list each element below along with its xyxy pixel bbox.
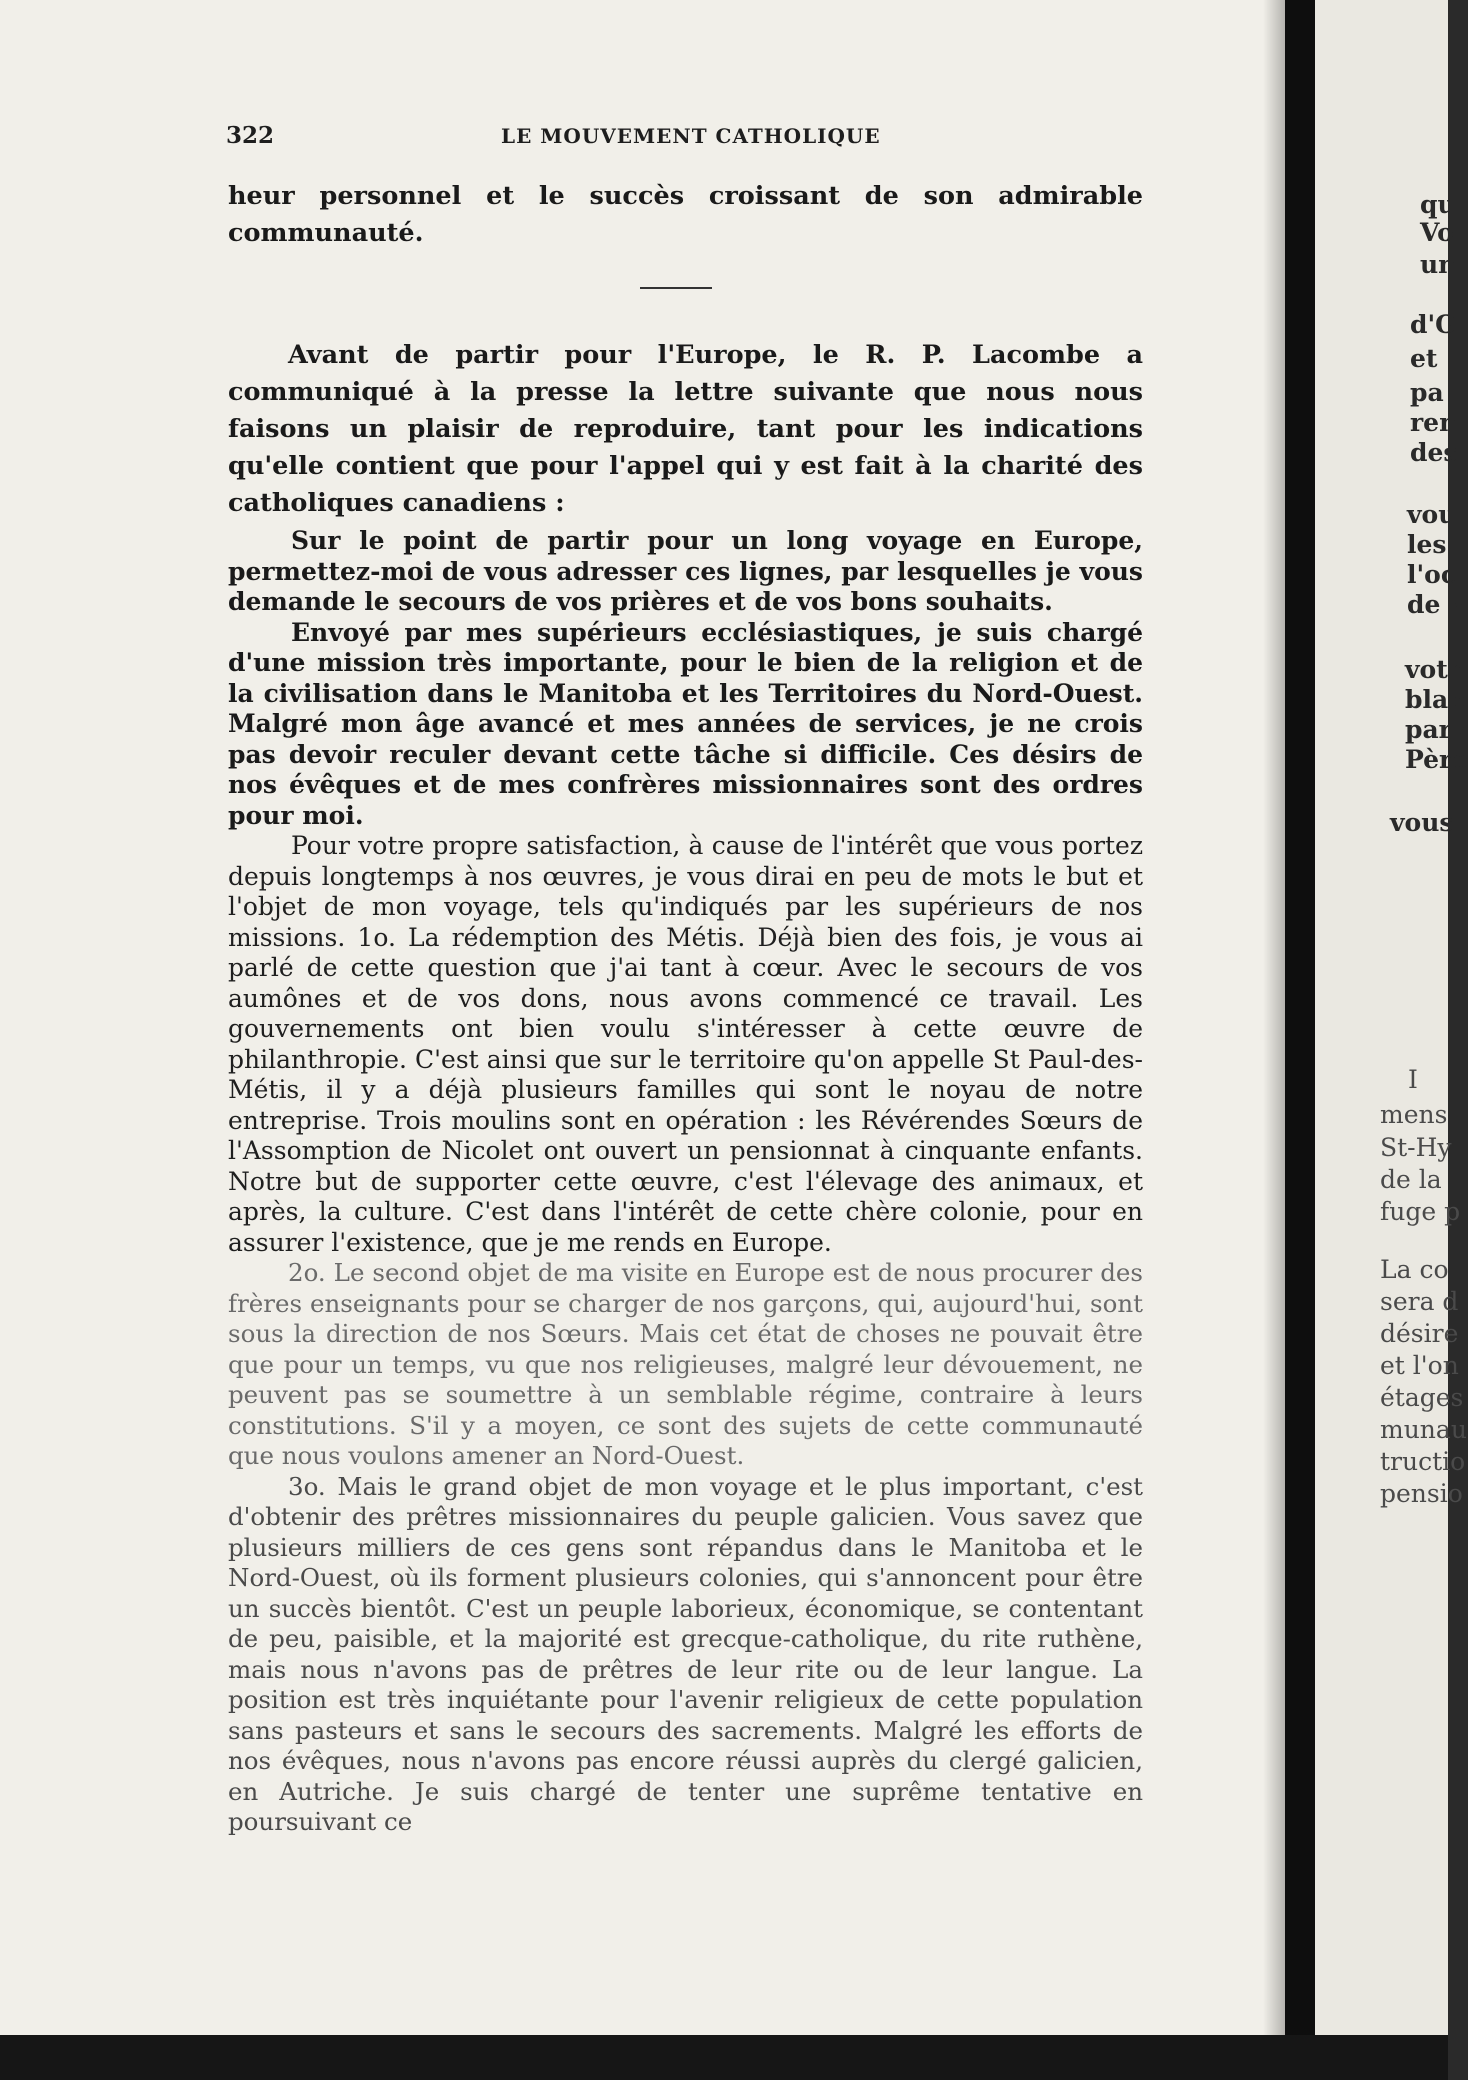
page-body	[228, 178, 1143, 1838]
next-page-fragment: vous	[1390, 808, 1454, 837]
next-page-fragment: Vo	[1420, 218, 1454, 247]
next-page-fragment: votr	[1405, 655, 1461, 684]
next-page-fragment: étages	[1380, 1383, 1464, 1412]
next-page-fragment: mens	[1380, 1100, 1448, 1129]
next-page-fragment: parv	[1405, 715, 1467, 744]
next-page-edge	[1315, 0, 1468, 2035]
next-page-fragment: de v	[1407, 590, 1464, 619]
next-page-fragment: et	[1410, 344, 1438, 373]
next-page-fragment: d'O	[1410, 310, 1457, 339]
next-page-fragment: blab	[1405, 685, 1466, 714]
running-title: LE MOUVEMENT CATHOLIQUE	[501, 124, 881, 148]
letter-paragraph-2: Envoyé par mes supérieurs ecclésiastiques, je suis chargé d'une mission très importante, pour le bien de la religion et de la civilisation dans le Manitoba et les Territoires du Nord-Ouest. Malgré mon âge avancé et mes années de services, je ne crois pas devoir reculer devant cette tâche si difficile. Ces désirs de nos évêques et de mes confrères missionnaires sont des ordres pour moi.	[228, 617, 1143, 830]
next-page-fragment: pensio	[1380, 1479, 1463, 1508]
next-page-fragment: munau	[1380, 1415, 1467, 1444]
next-page-fragment: pa	[1410, 378, 1444, 407]
letter-paragraph-1: Sur le point de partir pour un long voyage en Europe, permettez-moi de vous adresser ces lignes, par lesquelles je vous demande le secours de vos prières et de vos bons souhaits.	[228, 526, 1143, 616]
book-gutter	[1285, 0, 1315, 2080]
next-page-fragment: La co	[1380, 1255, 1449, 1284]
scanner-background	[0, 2035, 1448, 2080]
next-page-fragment: désire	[1380, 1319, 1459, 1348]
next-page-fragment: tructio	[1380, 1447, 1466, 1476]
next-page-fragment: I	[1408, 1065, 1418, 1094]
intro-close-paragraph: heur personnel et le succès croissant de son admirable communauté.	[228, 181, 1143, 248]
next-page-fragment: Père	[1405, 745, 1468, 774]
next-page-fragment: un	[1420, 250, 1457, 279]
next-page-fragment: vou	[1407, 500, 1457, 529]
page-header	[226, 122, 1146, 152]
next-page-fragment: fuge p	[1380, 1197, 1461, 1226]
next-page-fragment: des	[1410, 438, 1458, 467]
next-page-fragment: de la	[1380, 1165, 1442, 1194]
next-page-fragment: et l'on	[1380, 1351, 1459, 1380]
next-page-fragment: St-Hy	[1380, 1133, 1452, 1162]
next-page-fragment: les	[1407, 530, 1447, 559]
intro-paragraph: Avant de partir pour l'Europe, le R. P. Lacombe a communiqué à la presse la lettre suivante que nous nous faisons un plaisir de reproduire, tant pour les indications qu'elle contient que pour l'appel qui y est fait à la charité des catholiques canadiens :	[228, 340, 1143, 518]
letter-paragraph-4: 2o. Le second objet de ma visite en Europe est de nous procurer des frères enseignants pour se charger de nos garçons, qui, aujourd'hui, sont sous la direction de nos Sœurs. Mais cet état de choses ne pouvait être que pour un temps, vu que nos religieuses, malgré leur dévouement, ne peuvent pas se soumettre à un semblable régime, contraire à leurs constitutions. S'il y a moyen, ce sont des sujets de cette communauté que nous voulons amener an Nord-Ouest.	[228, 1258, 1143, 1470]
next-page-fragment: l'oc	[1407, 560, 1457, 589]
page-number: 322	[226, 122, 275, 149]
next-page-fragment: ren	[1410, 408, 1458, 437]
letter-paragraph-5: 3o. Mais le grand objet de mon voyage et le plus important, c'est d'obtenir des prêtres missionnaires du peuple galicien. Vous savez que plusieurs milliers de ces gens sont répandus dans le Manitoba et le Nord-Ouest, où ils forment plusieurs colonies, qui s'annoncent pour être un succès bientôt. C'est un peuple laborieux, économique, se contentant de peu, paisible, et la majorité est grecque-catholique, du rite ruthène, mais nous n'avons pas de prêtres de leur rite ou de leur langue. La position est très inquiétante pour l'avenir religieux de cette population sans pasteurs et sans le secours des sacrements. Malgré les efforts de nos évêques, nous n'avons pas encore réussi auprès du clergé galicien, en Autriche. Je suis chargé de tenter une suprême tentative en poursuivant ce	[228, 1471, 1143, 1836]
letter-paragraph-3: Pour votre propre satisfaction, à cause de l'intérêt que vous portez depuis longtemps à nos œuvres, je vous dirai en peu de mots le but et l'objet de mon voyage, tels qu'indiqués par les supérieurs de nos missions. 1o. La rédemption des Métis. Déjà bien des fois, je vous ai parlé de cette question que j'ai tant à cœur. Avec le secours de vos aumônes et de vos dons, nous avons commencé ce travail. Les gouvernements ont bien voulu s'intéresser à cette œuvre de philanthropie. C'est ainsi que sur le territoire qu'on appelle St Paul-des-Métis, il y a déjà plusieurs familles qui sont le noyau de notre entreprise. Trois moulins sont en opération : les Révérendes Sœurs de l'Assomption de Nicolet ont ouvert un pensionnat à cinquante enfants. Notre but de supporter cette œuvre, c'est l'élevage des animaux, et après, la culture. C'est dans l'intérêt de cette chère colonie, pour en assurer l'existence, que je me rends en Europe.	[228, 831, 1143, 1257]
section-separator	[640, 287, 712, 289]
next-page-fragment: sera d	[1380, 1287, 1459, 1316]
next-page-fragment: qu	[1420, 190, 1456, 219]
